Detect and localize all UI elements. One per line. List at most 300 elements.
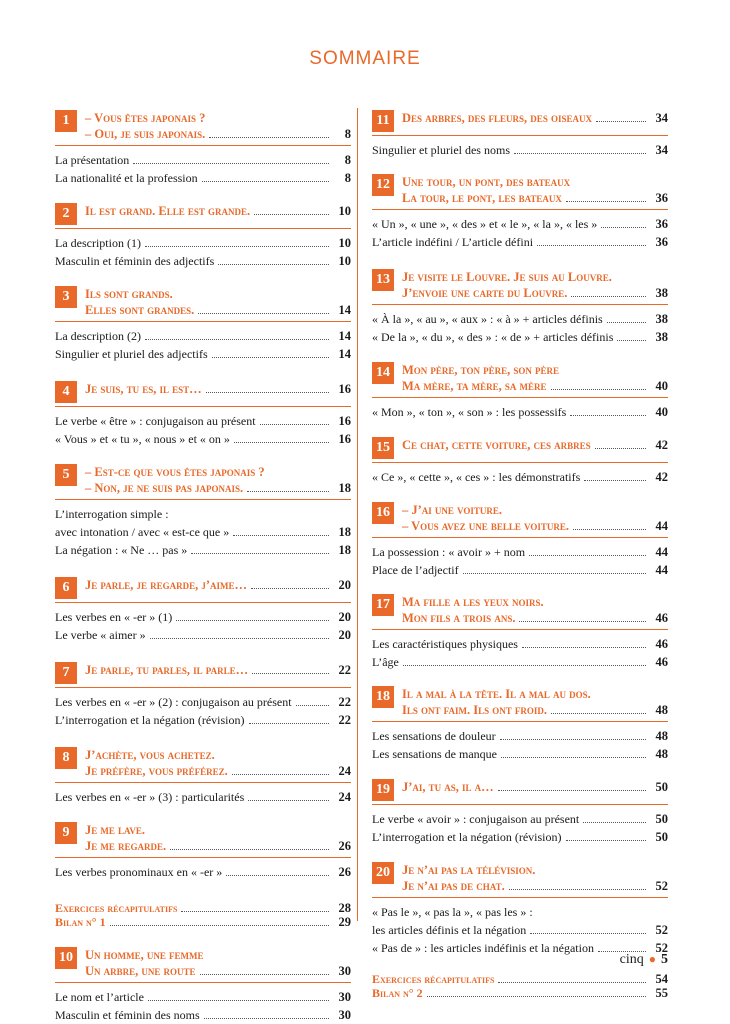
chapter-number-badge: 12 [372, 174, 394, 196]
toc-item[interactable] [55, 523, 351, 541]
chapter-entry[interactable] [372, 269, 668, 346]
chapter-rule [372, 804, 668, 805]
chapter-page-number: 16 [338, 382, 351, 396]
toc-item[interactable] [55, 234, 351, 252]
dot-leader [176, 619, 329, 621]
chapter-header [372, 862, 668, 894]
chapter-items [372, 635, 668, 671]
dot-leader [226, 874, 329, 876]
page-number: 30 [338, 990, 351, 1004]
dot-leader [206, 391, 329, 393]
title-text: Elles sont grandes. [85, 303, 195, 317]
dot-leader [403, 664, 646, 666]
dot-leader [537, 244, 646, 246]
title-text: Je parle, tu parles, il parle… [85, 663, 249, 677]
chapter-entry[interactable] [55, 110, 351, 187]
dot-leader [583, 821, 646, 823]
page-number: 18 [338, 525, 351, 539]
item-text: La présentation [55, 153, 130, 167]
title-text: Ils ont faim. Ils ont froid. [402, 703, 547, 717]
chapter-page-number: 26 [338, 839, 351, 853]
chapter-page-number: 44 [655, 519, 668, 533]
title-text: La tour, le pont, les bateaux [402, 191, 562, 205]
chapter-items [372, 468, 668, 486]
chapter-title [85, 286, 351, 318]
dot-leader [170, 848, 329, 850]
toc-item[interactable] [55, 541, 351, 559]
chapter-title [402, 502, 668, 534]
item-text: « Vous » et « tu », « nous » et « on » [55, 432, 230, 446]
dot-leader [501, 756, 646, 758]
chapter-items [372, 903, 668, 957]
chapter-rule [55, 687, 351, 688]
chapter-number-badge: 17 [372, 594, 394, 616]
chapter-header [372, 362, 668, 394]
toc-item[interactable] [372, 468, 668, 486]
exercise-entry[interactable] [372, 972, 668, 986]
page-number: 8 [344, 153, 351, 167]
dot-leader [514, 152, 646, 154]
chapter-page-number: 8 [344, 127, 351, 141]
chapter-rule [55, 857, 351, 858]
chapter-rule [55, 406, 351, 407]
dot-leader [145, 338, 329, 340]
page-number: 16 [338, 432, 351, 446]
chapter-number-badge: 2 [55, 203, 77, 225]
chapter-number-badge: 8 [55, 747, 77, 769]
chapter-page-number: 42 [655, 438, 668, 452]
toc-item[interactable] [372, 810, 668, 828]
chapter-items [372, 543, 668, 579]
chapter-rule [55, 602, 351, 603]
dot-leader [234, 441, 329, 443]
page-number: 52 [655, 941, 668, 955]
title-text: Je n’ai pas de chat. [402, 879, 505, 893]
chapter-entry[interactable] [55, 662, 351, 729]
chapter-entry[interactable] [372, 502, 668, 579]
item-text: Masculin et féminin des noms [55, 1008, 200, 1022]
chapter-header [55, 381, 351, 403]
toc-item[interactable] [55, 412, 351, 430]
page-number: 52 [655, 923, 668, 937]
title-text: Il a mal à la tête. Il a mal au dos. [402, 687, 591, 701]
chapter-rule [55, 982, 351, 983]
toc-item[interactable] [372, 233, 668, 251]
page-number: 29 [338, 915, 351, 929]
dot-leader [617, 339, 646, 341]
toc-item[interactable] [55, 430, 351, 448]
chapter-title-line [402, 610, 668, 626]
dot-leader [566, 839, 647, 841]
toc-item[interactable] [372, 543, 668, 561]
item-text: « Mon », « ton », « son » : les possessifs [372, 405, 567, 419]
chapter-entry[interactable] [55, 577, 351, 644]
chapter-number-badge: 7 [55, 662, 77, 684]
chapter-header [372, 437, 668, 459]
chapter-entry[interactable] [55, 286, 351, 363]
page-number: 30 [338, 1008, 351, 1022]
item-text: « Pas le », « pas la », « pas les » : [372, 905, 533, 919]
chapter-entry[interactable] [372, 174, 668, 251]
page-number: 16 [338, 414, 351, 428]
chapter-title-line [402, 269, 668, 285]
chapter-title [402, 362, 668, 394]
item-text: Masculin et féminin des adjectifs [55, 254, 215, 268]
chapter-title [85, 464, 351, 496]
title-text: Ma mère, ta mère, sa mère [402, 379, 547, 393]
item-text: Les sensations de douleur [372, 729, 496, 743]
dot-leader [601, 226, 646, 228]
title-text: Je visite le Louvre. Je suis au Louvre. [402, 270, 612, 284]
chapter-entry[interactable] [55, 381, 351, 448]
item-text: Les verbes en « -er » (3) : particularités [55, 790, 245, 804]
chapter-items [55, 608, 351, 644]
dot-leader [249, 722, 330, 724]
item-text: L’interrogation simple : [55, 507, 169, 521]
item-text: Les verbes pronominaux en « -er » [55, 865, 223, 879]
chapter-items [55, 505, 351, 559]
page-number: 26 [338, 865, 351, 879]
chapter-title-line [402, 362, 668, 378]
dot-leader [498, 789, 646, 791]
chapter-title [402, 686, 668, 718]
chapter-title [85, 947, 351, 979]
chapter-rule [55, 228, 351, 229]
chapter-title [85, 577, 351, 599]
chapter-title [85, 381, 351, 403]
chapter-title-line [85, 110, 351, 126]
chapter-rule [55, 321, 351, 322]
chapter-number-badge: 4 [55, 381, 77, 403]
toc-item[interactable] [55, 327, 351, 345]
page-title: SOMMAIRE [309, 48, 421, 69]
page-number: 20 [338, 628, 351, 642]
dot-leader [427, 995, 646, 997]
page-number: 14 [338, 329, 351, 343]
chapter-entry[interactable] [372, 362, 668, 421]
title-text: Je me regarde. [85, 839, 167, 853]
item-text: La description (2) [55, 329, 141, 343]
dot-leader [110, 924, 329, 926]
chapter-title-line [85, 464, 351, 480]
chapter-header [55, 286, 351, 318]
chapter-entry[interactable] [372, 594, 668, 671]
item-text: Le verbe « être » : conjugaison au présent [55, 414, 256, 428]
title-text: Ce chat, cette voiture, ces arbres [402, 438, 591, 452]
page-number: 46 [655, 637, 668, 651]
chapter-rule [372, 304, 668, 305]
title-text: J’achète, vous achetez. [85, 748, 215, 762]
title-text: – Non, je ne suis pas japonais. [85, 481, 244, 495]
chapter-entry[interactable] [55, 947, 351, 1024]
page-number: 44 [655, 563, 668, 577]
chapter-entry[interactable] [55, 464, 351, 559]
toc-item[interactable] [372, 215, 668, 233]
chapter-title-line [85, 577, 351, 593]
dot-leader [566, 200, 646, 202]
exercise-entry[interactable] [55, 915, 351, 929]
chapter-page-number: 30 [338, 964, 351, 978]
chapter-title [402, 174, 668, 206]
title-text: – Vous avez une belle voiture. [402, 519, 569, 533]
chapter-entry[interactable] [55, 747, 351, 806]
toc-item[interactable] [55, 711, 351, 729]
toc-item[interactable] [55, 345, 351, 363]
dot-leader [551, 712, 646, 714]
toc-item[interactable] [372, 921, 668, 939]
toc-item[interactable] [55, 1006, 351, 1024]
chapter-header [55, 662, 351, 684]
toc-item[interactable] [55, 151, 351, 169]
dot-leader [573, 528, 646, 530]
page-folio [620, 952, 668, 968]
chapter-items [55, 327, 351, 363]
chapter-page-number: 22 [338, 663, 351, 677]
dot-leader [232, 773, 329, 775]
chapter-items [55, 693, 351, 729]
title-text: J’envoie une carte du Louvre. [402, 286, 568, 300]
toc-item[interactable] [372, 635, 668, 653]
chapter-header [372, 269, 668, 301]
chapter-title-line [85, 822, 351, 838]
item-text: Singulier et pluriel des adjectifs [55, 347, 208, 361]
item-text: « Un », « une », « des » et « le », « la », « les » [372, 217, 598, 231]
dot-leader [248, 799, 329, 801]
dot-leader [218, 263, 329, 265]
item-text: L’article indéfini / L’article défini [372, 235, 534, 249]
chapter-page-number: 48 [655, 703, 668, 717]
toc-item[interactable] [55, 252, 351, 270]
chapter-number-badge: 14 [372, 362, 394, 384]
toc-item[interactable] [372, 745, 668, 763]
page-number: 24 [338, 790, 351, 804]
chapter-title-line [402, 285, 668, 301]
dot-leader [500, 738, 646, 740]
chapter-number-badge: 3 [55, 286, 77, 308]
chapter-items [55, 788, 351, 806]
page-number: 54 [655, 972, 668, 986]
chapter-header [55, 464, 351, 496]
chapter-header [55, 947, 351, 979]
page-number: 36 [655, 235, 668, 249]
title-text: Je suis, tu es, il est… [85, 382, 202, 396]
toc-item[interactable] [372, 310, 668, 328]
dot-leader [254, 213, 329, 215]
chapter-rule [372, 721, 668, 722]
toc-item[interactable] [372, 403, 668, 421]
chapter-page-number: 20 [338, 578, 351, 592]
toc-item[interactable] [55, 788, 351, 806]
toc-item[interactable] [372, 653, 668, 671]
chapter-title-line [85, 763, 351, 779]
chapter-entry[interactable] [55, 822, 351, 881]
chapter-title [402, 269, 668, 301]
chapter-header [372, 502, 668, 534]
chapter-header [372, 110, 668, 132]
folio-number: 5 [661, 952, 668, 967]
item-text: « À la », « au », « aux » : « à » + articles définis [372, 312, 603, 326]
page-number: 50 [655, 830, 668, 844]
toc-item[interactable] [372, 727, 668, 745]
chapter-title-line [85, 963, 351, 979]
page-number: 28 [338, 901, 351, 915]
toc-item[interactable] [55, 169, 351, 187]
title-text: Ils sont grands. [85, 287, 173, 301]
chapter-items [55, 151, 351, 187]
chapter-title-line [402, 437, 668, 453]
chapter-rule [372, 462, 668, 463]
title-text: Mon fils a trois ans. [402, 611, 516, 625]
chapter-page-number: 18 [338, 481, 351, 495]
chapter-number-badge: 16 [372, 502, 394, 524]
chapter-rule [55, 782, 351, 783]
chapter-entry[interactable] [55, 203, 351, 270]
chapter-items [372, 215, 668, 251]
chapter-title [402, 110, 668, 132]
page-number: 14 [338, 347, 351, 361]
chapter-number-badge: 5 [55, 464, 77, 486]
chapter-title [85, 662, 351, 684]
chapter-items [372, 403, 668, 421]
dot-leader [204, 1017, 329, 1019]
item-text: L’interrogation et la négation (révision) [372, 830, 562, 844]
chapter-title-line [85, 747, 351, 763]
chapter-title-line [85, 126, 351, 142]
dot-leader [251, 587, 329, 589]
title-text: – Vous êtes japonais ? [85, 111, 206, 125]
chapter-number-badge: 13 [372, 269, 394, 291]
chapter-title [402, 594, 668, 626]
dot-leader [209, 136, 329, 138]
chapter-page-number: 14 [338, 303, 351, 317]
dot-leader [530, 932, 646, 934]
toc-item[interactable] [372, 903, 668, 921]
page-number: 20 [338, 610, 351, 624]
exercise-entry[interactable] [372, 986, 668, 1000]
page-number: 38 [655, 312, 668, 326]
toc-item[interactable] [372, 828, 668, 846]
dot-leader [596, 120, 646, 122]
chapter-title-line [402, 878, 668, 894]
item-text: Le verbe « avoir » : conjugaison au présent [372, 812, 580, 826]
exercises-section[interactable] [372, 972, 668, 1000]
exercise-entry[interactable] [55, 901, 351, 915]
chapter-entry[interactable] [372, 862, 668, 957]
chapter-rule [372, 209, 668, 210]
dot-leader [551, 388, 646, 390]
chapter-title-line [85, 286, 351, 302]
toc-column-right [372, 110, 668, 1000]
chapter-number-badge: 20 [372, 862, 394, 884]
chapter-entry[interactable] [372, 686, 668, 763]
dot-leader [584, 479, 646, 481]
chapter-header [55, 747, 351, 779]
dot-leader [191, 552, 329, 554]
toc-item[interactable] [55, 988, 351, 1006]
chapter-number-badge: 6 [55, 577, 77, 599]
chapter-entry[interactable] [372, 779, 668, 846]
toc-item[interactable] [372, 328, 668, 346]
page-number: 22 [338, 713, 351, 727]
chapter-title-line [402, 779, 668, 795]
chapter-title-line [402, 174, 668, 190]
toc-item[interactable] [55, 608, 351, 626]
chapter-number-badge: 1 [55, 110, 77, 132]
title-text: Un arbre, une route [85, 964, 196, 978]
chapter-title [85, 203, 351, 225]
chapter-title-line [85, 203, 351, 219]
item-text: L’âge [372, 655, 399, 669]
exercise-title: Bilan n° 2 [372, 986, 423, 1000]
chapter-title-line [402, 378, 668, 394]
folio-word: cinq [619, 952, 644, 967]
chapter-entry[interactable] [372, 437, 668, 486]
item-text: « Pas de » : les articles indéfinis et la négation [372, 941, 594, 955]
toc-item[interactable] [55, 863, 351, 881]
exercise-title: Bilan n° 1 [55, 915, 106, 929]
page-number: 10 [338, 236, 351, 250]
toc-item[interactable] [372, 561, 668, 579]
chapter-number-badge: 18 [372, 686, 394, 708]
item-text: avec intonation / avec « est-ce que » [55, 525, 230, 539]
item-text: L’interrogation et la négation (révision) [55, 713, 245, 727]
dot-leader [519, 620, 646, 622]
dot-leader [260, 423, 329, 425]
chapter-header [55, 203, 351, 225]
chapter-header [55, 110, 351, 142]
chapter-header [372, 779, 668, 801]
item-text: les articles définis et la négation [372, 923, 527, 937]
dot-leader [233, 534, 329, 536]
dot-leader [296, 704, 329, 706]
title-text: Mon père, ton père, son père [402, 363, 560, 377]
dot-leader [148, 999, 329, 1001]
chapter-title-line [402, 502, 668, 518]
toc-item[interactable] [55, 693, 351, 711]
chapter-items [372, 141, 668, 159]
chapter-title [402, 437, 668, 459]
title-text: – Est-ce que vous êtes japonais ? [85, 465, 265, 479]
page-number: 34 [655, 143, 668, 157]
toc-item[interactable] [372, 141, 668, 159]
page-number: 50 [655, 812, 668, 826]
page-number: 48 [655, 747, 668, 761]
toc-item[interactable] [55, 626, 351, 644]
chapter-number-badge: 10 [55, 947, 77, 969]
chapter-title-line [85, 381, 351, 397]
chapter-header [372, 686, 668, 718]
dot-leader [463, 572, 646, 574]
page-number: 42 [655, 470, 668, 484]
dot-leader [133, 162, 329, 164]
item-text: Les sensations de manque [372, 747, 497, 761]
chapter-rule [372, 397, 668, 398]
dot-leader [145, 245, 329, 247]
chapter-title-line [402, 702, 668, 718]
toc-item[interactable] [55, 505, 351, 523]
chapter-rule [372, 897, 668, 898]
exercises-section[interactable] [55, 901, 351, 929]
chapter-title [402, 862, 668, 894]
dot-leader [529, 554, 646, 556]
item-text: Le verbe « aimer » [55, 628, 146, 642]
title-text: Je n’ai pas la télévision. [402, 863, 536, 877]
page-number: 18 [338, 543, 351, 557]
item-text: Le nom et l’article [55, 990, 144, 1004]
chapter-entry[interactable] [372, 110, 668, 159]
item-text: La nationalité et la profession [55, 171, 198, 185]
item-text: La possession : « avoir » + nom [372, 545, 526, 559]
